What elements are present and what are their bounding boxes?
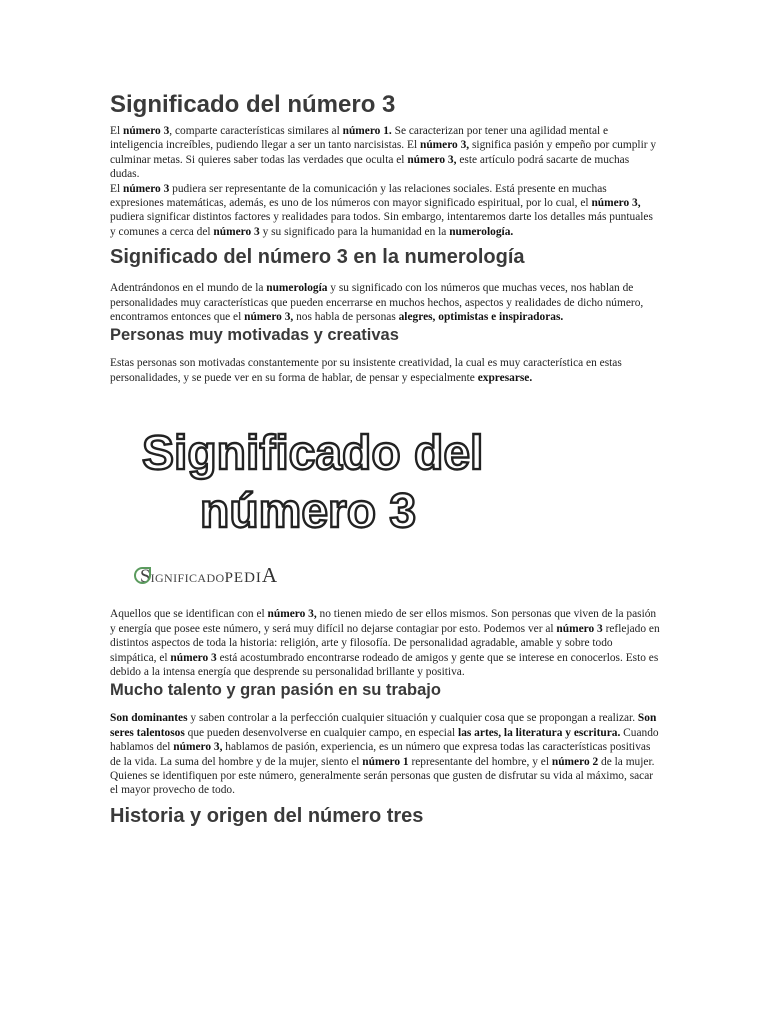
text-run: Se caracterizan por tener una agilidad mental e inteligencia increíbles, pudiendo llegar a ser un tanto narcisistas. El xyxy=(110,125,609,152)
bold-text: número 3, xyxy=(173,741,223,754)
heading-motivadas: Personas muy motivadas y creativas xyxy=(110,326,399,345)
paragraph-intro xyxy=(110,124,660,182)
paragraph-identifican xyxy=(110,607,660,679)
text-run: este artículo podrá sacarte de muchas dudas. xyxy=(110,153,630,181)
text-run: Cuando hablamos del xyxy=(110,726,659,754)
bold-text: numerología xyxy=(266,282,328,295)
image-title-line2: número 3 xyxy=(200,485,417,539)
text-run: está acostumbrado encontrarse rodeado de amigos y gente que se interese en conocerlos. Esto es debido a la intensa energía que desprende su personalidad brillante y positiva. xyxy=(110,651,659,678)
article-image xyxy=(110,399,660,607)
bold-text: número 3, xyxy=(244,311,294,324)
bold-text: número 3 xyxy=(213,225,260,238)
text-run: representante del hombre, y el xyxy=(408,755,552,768)
heading-numerologia: Significado del número 3 en la numerología xyxy=(110,246,525,269)
bold-text: número 3 xyxy=(556,622,603,635)
paragraph-motivadas xyxy=(110,356,660,385)
text-run: Aquellos que se identifican con el xyxy=(110,608,268,621)
text-run: Adentrándonos en el mundo de la xyxy=(110,282,267,295)
text-run: significa pasión y empeño por cumplir y culminar metas. Si quieres saber todas las verdades que oculta el xyxy=(110,139,657,166)
bold-text: número 3, xyxy=(267,608,317,621)
heading-talento: Mucho talento y gran pasión en su trabajo xyxy=(110,681,441,700)
bold-text: Son seres talentosos xyxy=(110,712,657,739)
significadopedia-logo: S IGNIFICADO PEDI A xyxy=(136,563,277,588)
bold-text: numerología. xyxy=(449,225,514,238)
text-run: nos habla de personas xyxy=(293,311,399,324)
text-run: pudiera ser representante de la comunicación y las relaciones sociales. Está presente en muchas expresiones matemáticas, además, es uno de los números con mayor significado espiritual, por lo cual, el xyxy=(110,182,607,210)
text-run: reflejado en distintos aspectos de toda la historia: religión, arte y filosofía. De personalidad agradable, amable y sobre todo simpática, el xyxy=(110,622,660,664)
text-run: pudiera significar distintos factores y realidades para todos. Sin embargo, intentaremos darte los detalles más puntuales y comunes a cerca del xyxy=(110,211,653,238)
bold-text: número 3 xyxy=(122,125,170,137)
text-run: y su significado para la humanidad en la xyxy=(259,225,450,238)
image-title-graphic xyxy=(110,399,530,559)
text-run: de la mujer. Quienes se identifiquen por este número, generalmente serán personas que gusten de disfrutar su vida al máximo, sacar el mayor provecho de todo. xyxy=(110,755,655,797)
text-run: no tienen miedo de ser ellos mismos. Son personas que viven de la pasión y energía que posee este número, y será muy difícil no dejarse contagiar por esto. Podemos ver al xyxy=(110,608,657,635)
paragraph-talento xyxy=(110,711,660,797)
paragraph-numerologia xyxy=(110,281,660,324)
text-run: , comparte características similares al xyxy=(169,125,343,137)
text-run: hablamos de pasión, experiencia, es un número que expresa todas las características positivas de la vida. La suma del hombre y de la mujer, siento el xyxy=(110,741,651,768)
bold-text: número 2 xyxy=(551,755,599,768)
bold-text: número 3 xyxy=(170,651,217,664)
text-run: El xyxy=(110,125,123,137)
bold-text: número 3 xyxy=(122,182,170,195)
bold-text: número 3, xyxy=(419,139,470,152)
bold-text: número 1 xyxy=(362,755,409,768)
text-run: y saben controlar a la perfección cualquier situación y cualquier cosa que se propongan a realizar. xyxy=(187,712,638,725)
image-title-line1: Significado del xyxy=(142,427,484,481)
page-title: Significado del número 3 xyxy=(110,91,396,118)
text-run: que pueden desenvolverse en cualquier campo, en especial xyxy=(184,726,459,739)
bold-text: número 3, xyxy=(407,153,457,166)
bold-text: número 1. xyxy=(342,125,392,137)
bold-text: Son dominantes xyxy=(110,712,188,725)
text-run: El xyxy=(110,182,123,195)
text-run: y su significado con los números que muchas veces, nos hablan de personalidades muy características que pueden encerrarse en muchos hechos, aspectos y realidades de dicho número, encontramos entonces que el xyxy=(110,282,644,324)
bold-text: las artes, la literatura y escritura. xyxy=(458,726,621,739)
heading-historia: Historia y origen del número tres xyxy=(110,804,424,827)
bold-text: número 3, xyxy=(591,197,641,210)
article-content xyxy=(110,88,660,830)
paragraph-communication xyxy=(110,182,660,240)
text-run: Estas personas son motivadas constantemente por su insistente creatividad, la cual es muy característica en estas personalidades, y se puede ver en su forma de hablar, de pensar y especialmente xyxy=(110,357,622,384)
bold-text: expresarse. xyxy=(477,371,533,384)
bold-text: alegres, optimistas e inspiradoras. xyxy=(398,311,564,324)
